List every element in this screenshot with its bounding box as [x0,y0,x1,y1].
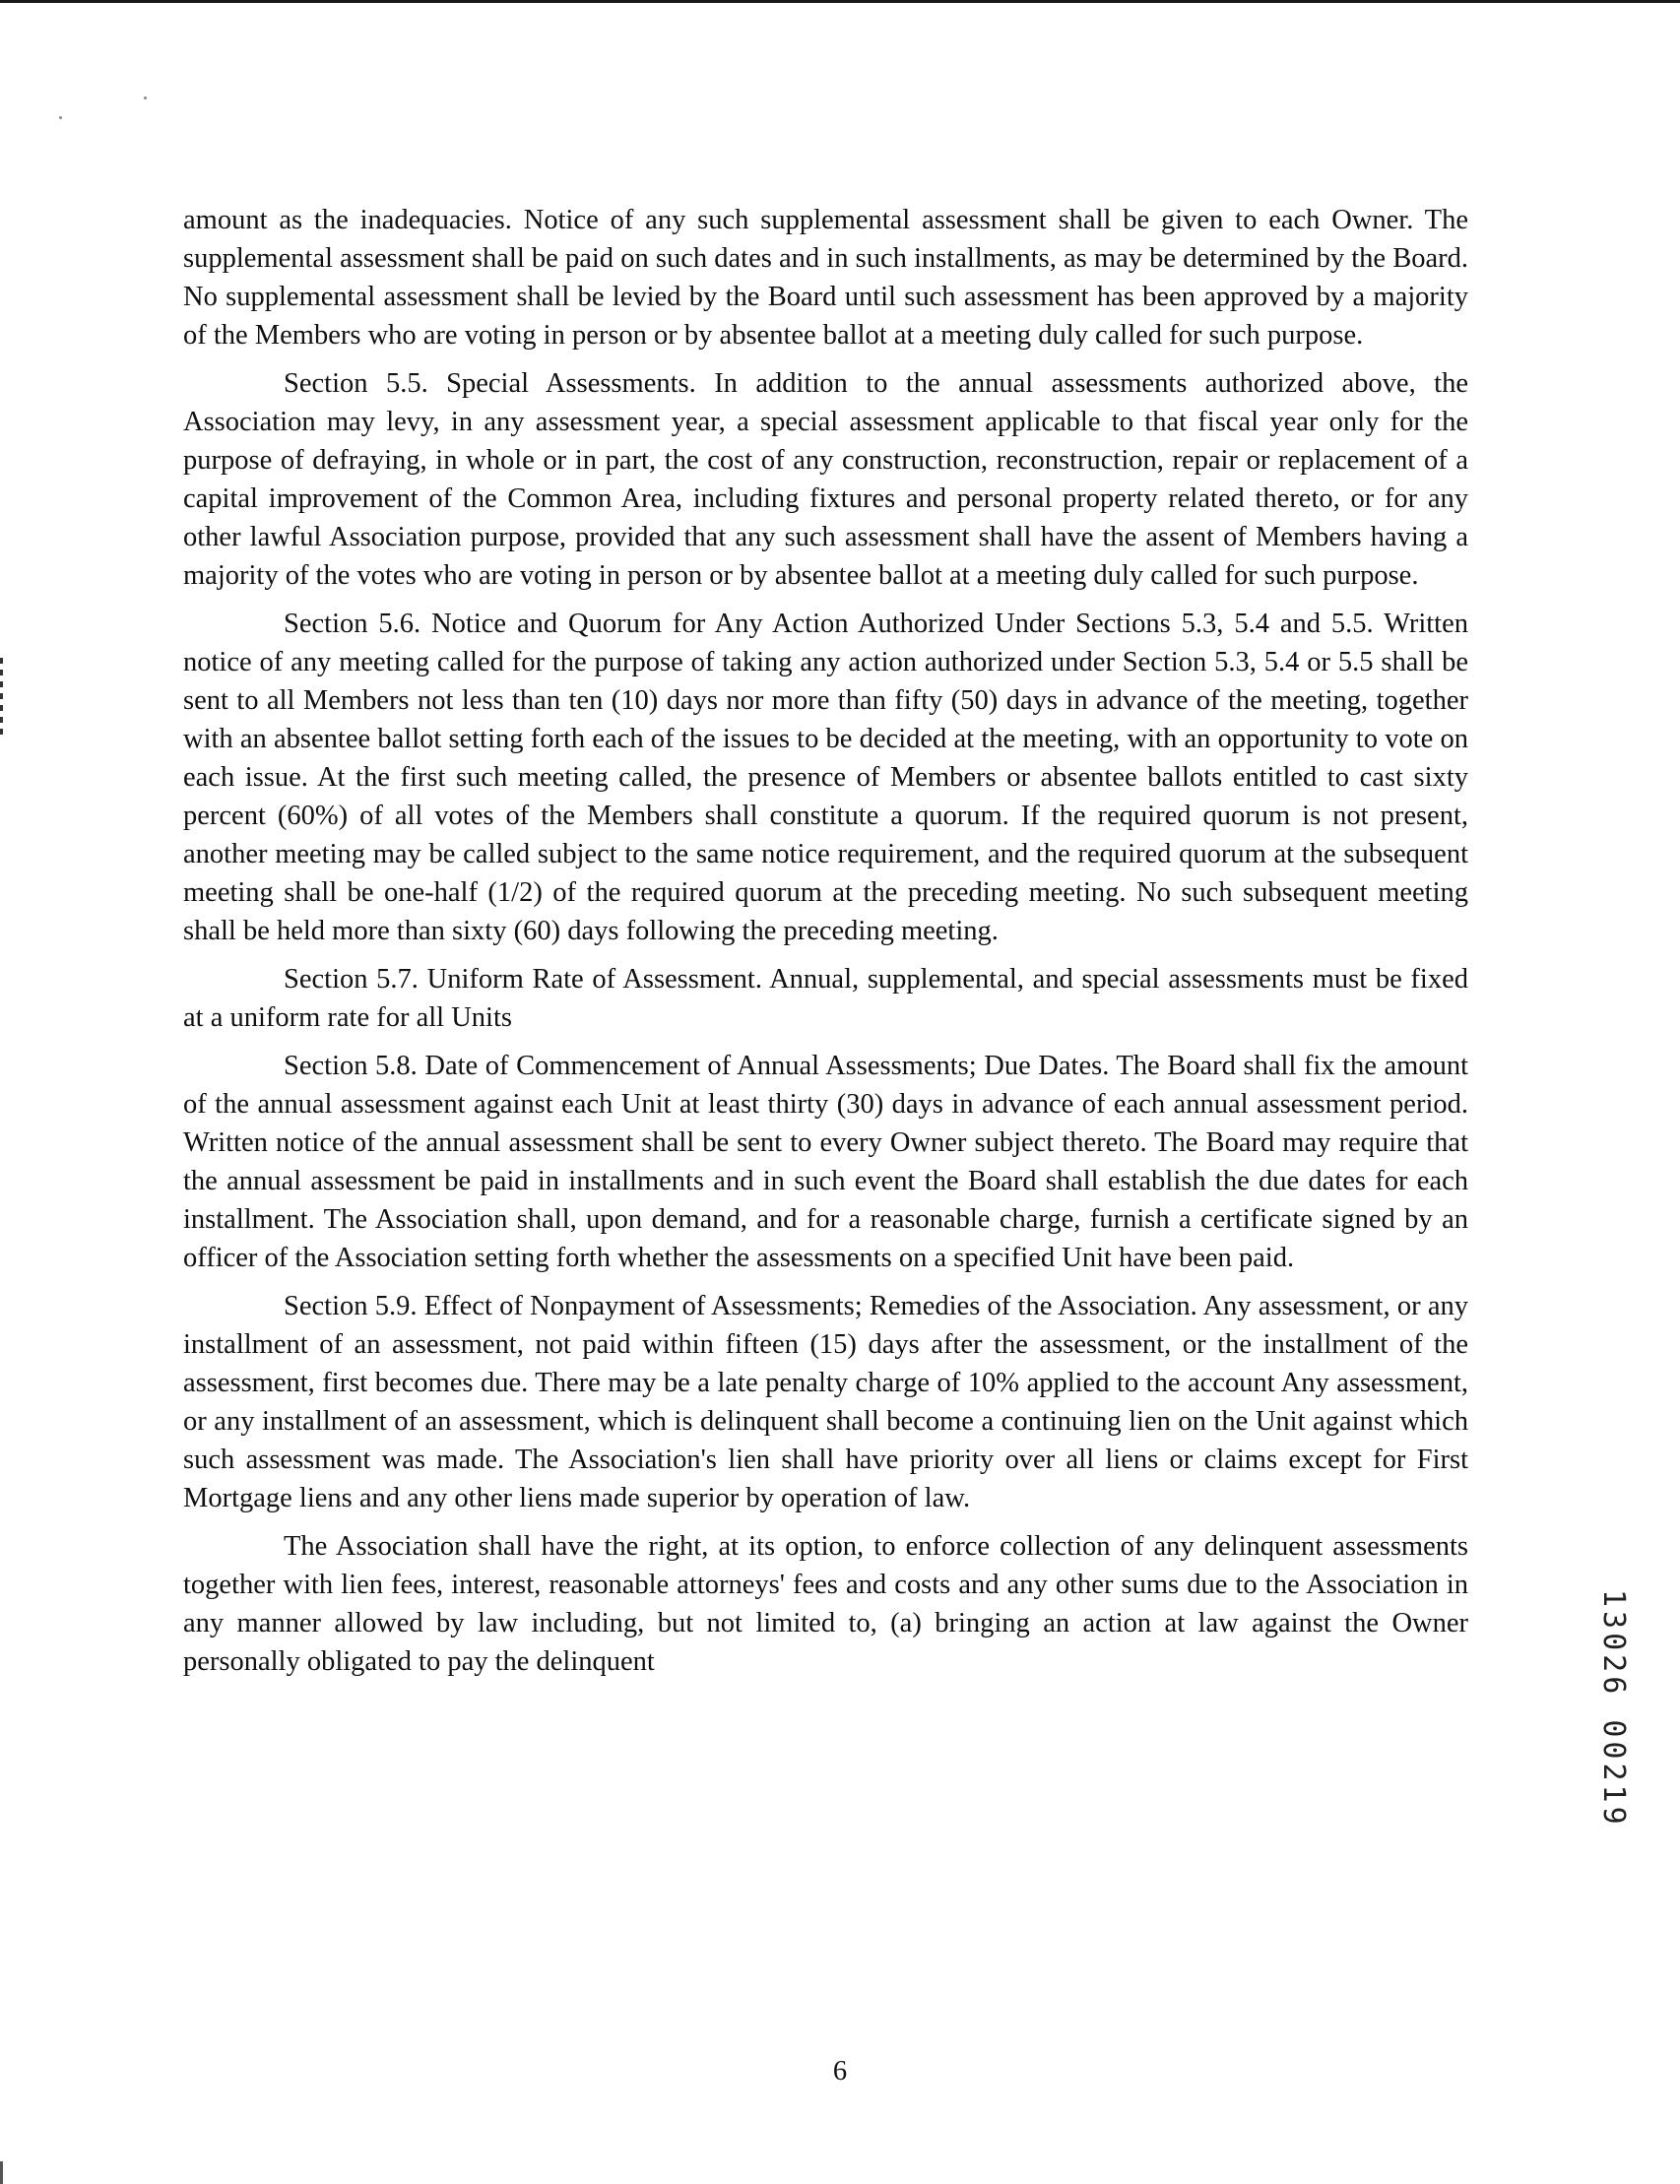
page-number: 6 [832,2056,848,2087]
paragraph-section-5-7: Section 5.7. Uniform Rate of Assessment. Annual, supplemental, and special assessments must be fixed at a uniform rate for all Units [183,964,1468,1033]
page-top-edge [0,0,1680,3]
scan-margin-mark [0,658,3,737]
scan-margin-mark-bottom [0,2161,3,2184]
paragraph-section-5-6: Section 5.6. Notice and Quorum for Any Action Authorized Under Sections 5.3, 5.4 and 5.5. Written notice of any meeting called for the purpose of taking any action authorized under Section 5.3, 5.4 or 5.5 shall be sent to all Members not less than ten (10) days nor more than fifty (50) days in advance of the meeting, together with an absentee ballot setting forth each of the issues to be decided at the meeting, with an opportunity to vote on each issue. At the first such meeting called, the presence of Members or absentee ballots entitled to cast sixty percent (60%) of all votes of the Members shall constitute a quorum. If the required quorum is not present, another meeting may be called subject to the same notice requirement, and the required quorum at the subsequent meeting shall be one-half (1/2) of the required quorum at the preceding meeting. No such subsequent meeting shall be held more than sixty (60) days following the preceding meeting. [183,609,1468,946]
paragraph-section-5-9: Section 5.9. Effect of Nonpayment of Assessments; Remedies of the Association. Any assessment, or any installment of an assessment, not paid within fifteen (15) days after the assessment, or the installment of the assessment, first becomes due. There may be a late penalty charge of 10% applied to the account Any assessment, or any installment of an assessment, which is delinquent shall become a continuing lien on the Unit against which such assessment was made. The Association's lien shall have priority over all liens or claims except for First Mortgage liens and any other liens made superior by operation of law. [183,1291,1468,1513]
paragraph-section-5-8: Section 5.8. Date of Commencement of Annual Assessments; Due Dates. The Board shall fix the amount of the annual assessment against each Unit at least thirty (30) days in advance of each annual assessment period. Written notice of the annual assessment shall be sent to every Owner subject thereto. The Board may require that the annual assessment be paid in installments and in such event the Board shall establish the due dates for each installment. The Association shall, upon demand, and for a reasonable charge, furnish a certificate signed by an officer of the Association setting forth whether the assessments on a specified Unit have been paid. [183,1051,1468,1273]
scan-speck [59,116,62,119]
paragraph-association-right: The Association shall have the right, at its option, to enforce collection of any delinquent assessments together with lien fees, interest, reasonable attorneys' fees and costs and any other sums due to the Association in any manner allowed by law including, but not limited to, (a) bringing an action at law against the Owner personally obligated to pay the delinquent [183,1531,1468,1677]
scan-speck [144,96,147,99]
paragraph-continuation: amount as the inadequacies. Notice of any such supplemental assessment shall be given to each Owner. The supplemental assessment shall be paid on such dates and in such installments, as may be determined by the Board. No supplemental assessment shall be levied by the Board until such assessment has been approved by a majority of the Members who are voting in person or by absentee ballot at a meeting duly called for such purpose. [183,205,1468,351]
document-body [183,201,1468,1691]
recording-stamp-text: 13026 00219 [1596,1589,1631,1829]
paragraph-section-5-5: Section 5.5. Special Assessments. In addition to the annual assessments authorized above, the Association may levy, in any assessment year, a special assessment applicable to that fiscal year only for the purpose of defraying, in whole or in part, the cost of any construction, reconstruction, repair or replacement of a capital improvement of the Common Area, including fixtures and personal property related thereto, or for any other lawful Association purpose, provided that any such assessment shall have the assent of Members having a majority of the votes who are voting in person or by absentee ballot at a meeting duly called for such purpose. [183,368,1468,591]
recording-stamp [1597,1589,1633,1865]
